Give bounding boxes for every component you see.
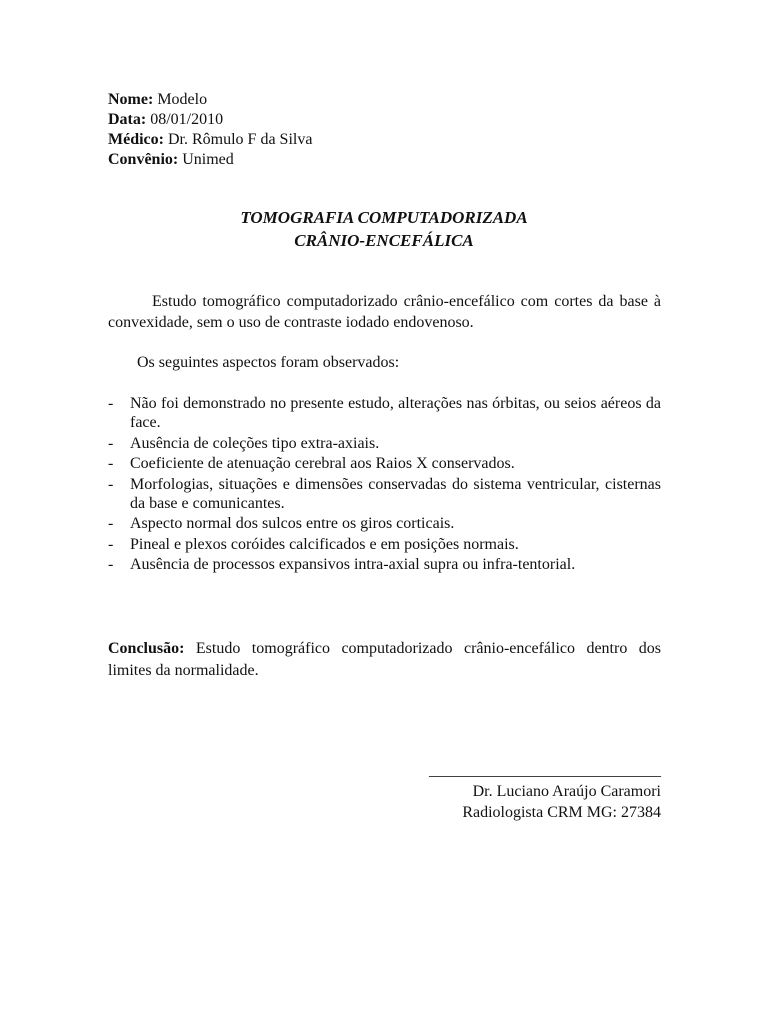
patient-name [108, 90, 312, 110]
signature-role: Radiologista CRM MG: 27384 [462, 804, 661, 821]
report-title-line2: CRÂNIO-ENCEFÁLICA [294, 231, 474, 250]
finding-text: Ausência de coleções tipo extra-axiais. [130, 434, 380, 452]
finding-item [108, 514, 661, 533]
finding-item [108, 555, 661, 574]
finding-text: Coeficiente de atenuação cerebral aos Raios X conservados. [130, 455, 515, 472]
observations-heading: Os seguintes aspectos foram observados: [137, 354, 400, 371]
finding-item [108, 475, 661, 513]
patient-name-value: Modelo [153, 91, 208, 108]
referring-doctor-label: Médico: [108, 131, 164, 148]
signature-line: _____________________________ [429, 762, 661, 779]
insurance-value: Unimed [178, 151, 234, 168]
bullet-dash: - [108, 395, 114, 412]
insurance [108, 150, 312, 170]
intro-paragraph: Estudo tomográfico computadorizado crânio-encefálico com cortes da base à convexidade, sem o uso de contraste iodado endovenoso. [108, 293, 661, 331]
finding-item [108, 394, 661, 432]
conclusion-label: Conclusão: [108, 640, 185, 657]
finding-text: Ausência de processos expansivos intra-axial supra ou infra-tentorial. [130, 556, 576, 573]
finding-text: Não foi demonstrado no presente estudo, alterações nas órbitas, ou seios aéreos da face. [130, 395, 661, 431]
finding-text: Aspecto normal dos sulcos entre os giros corticais. [130, 515, 455, 532]
exam-date-value: 08/01/2010 [146, 111, 224, 128]
referring-doctor [108, 130, 312, 150]
bullet-dash: - [108, 434, 114, 452]
bullet-dash: - [108, 475, 114, 493]
report-title-line1: TOMOGRAFIA COMPUTADORIZADA [240, 208, 528, 227]
conclusion-text: Estudo tomográfico computadorizado crânio-encefálico dentro dos limites da normalidade. [108, 640, 661, 679]
finding-text: Morfologias, situações e dimensões conservadas do sistema ventricular, cisternas da base e comunicantes. [130, 475, 661, 512]
referring-doctor-value: Dr. Rômulo F da Silva [163, 131, 313, 148]
exam-date-label: Data: [108, 111, 147, 128]
finding-text: Pineal e plexos coróides calcificados e em posições normais. [130, 535, 519, 553]
findings-list [108, 394, 661, 576]
finding-item [108, 434, 661, 453]
bullet-dash: - [108, 455, 114, 472]
conclusion-paragraph [108, 638, 661, 682]
signature-block [429, 760, 661, 823]
report-title [0, 206, 768, 252]
patient-header [108, 90, 312, 170]
finding-item [108, 535, 661, 554]
signature-name: Dr. Luciano Araújo Caramori [472, 783, 661, 800]
insurance-label: Convênio: [108, 151, 179, 168]
bullet-dash: - [108, 515, 114, 532]
bullet-dash: - [108, 535, 114, 553]
finding-item [108, 454, 661, 473]
patient-name-label: Nome: [108, 91, 154, 108]
exam-date [108, 110, 312, 130]
bullet-dash: - [108, 556, 114, 573]
